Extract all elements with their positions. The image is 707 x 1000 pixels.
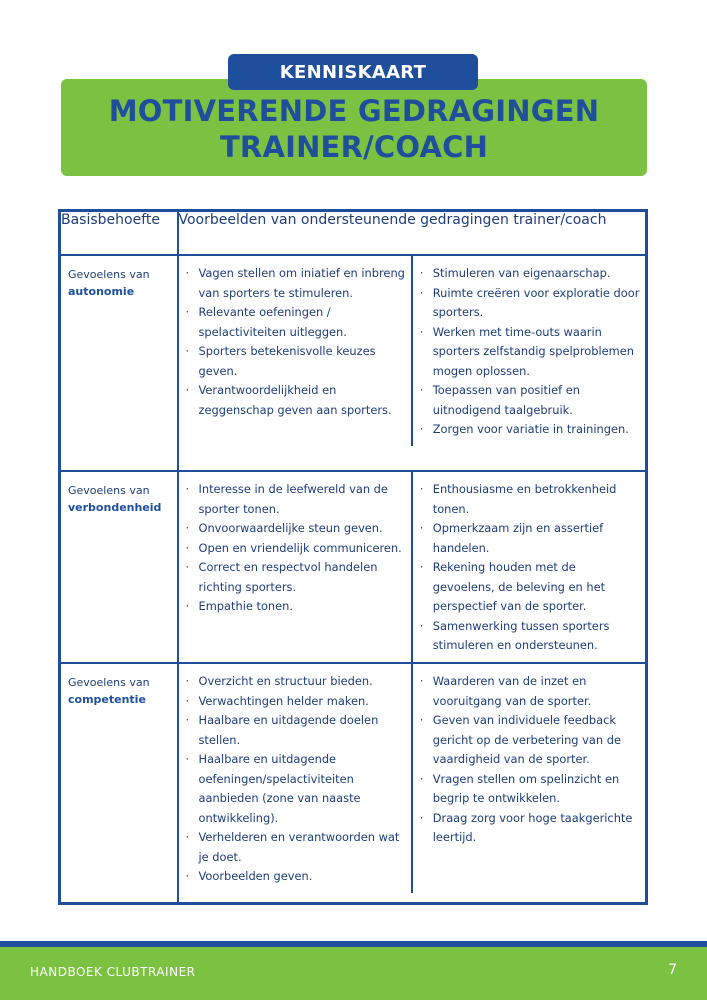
list-item: · Haalbare en uitdagende oefeningen/spelactiviteiten aanbieden (zone van naaste ontwikkeling). [184, 750, 407, 828]
title-line-1: MOTIVERENDE GEDRAGINGEN [108, 94, 600, 128]
table-row [60, 255, 647, 471]
row-label-cell [60, 663, 178, 903]
behaviour-table [58, 209, 648, 905]
list-item: · Verantwoordelijkheid en zeggenschap geven aan sporters. [184, 381, 407, 420]
list-item: · Interesse in de leefwereld van de sporter tonen. [184, 480, 407, 519]
col-header-basisbehoefte: Basisbehoefte [60, 211, 178, 256]
row-examples-cell [178, 471, 647, 663]
card-label: KENNISKAART [228, 54, 478, 90]
row-label-prefix: Gevoelens van [68, 268, 150, 281]
list-item: · Zorgen voor variatie in trainingen. [418, 420, 641, 440]
list-item: · Sporters betekenisvolle keuzes geven. [184, 342, 407, 381]
list-item: · Draag zorg voor hoge taakgerichte leertijd. [418, 809, 641, 848]
list-item: · Empathie tonen. [184, 597, 407, 617]
examples-right-column [411, 472, 645, 662]
list-item: · Enthousiasme en betrokkenheid tonen. [418, 480, 641, 519]
examples-left-column [179, 664, 411, 893]
row-label-cell [60, 471, 178, 663]
row-label-need: verbondenheid [68, 501, 162, 514]
title-line-2: TRAINER/COACH [219, 130, 489, 164]
list-item: · Onvoorwaardelijke steun geven. [184, 519, 407, 539]
page-number: 7 [668, 962, 677, 978]
examples-right-column [411, 664, 645, 893]
list-item: · Vragen stellen om spelinzicht en begrip te ontwikkelen. [418, 770, 641, 809]
footer-title: HANDBOEK CLUBTRAINER [30, 965, 196, 979]
list-item: · Verhelderen en verantwoorden wat je doet. [184, 828, 407, 867]
list-item: · Verwachtingen helder maken. [184, 692, 407, 712]
list-item: · Overzicht en structuur bieden. [184, 672, 407, 692]
list-item: · Haalbare en uitdagende doelen stellen. [184, 711, 407, 750]
list-item: · Voorbeelden geven. [184, 867, 407, 887]
list-item: · Relevante oefeningen / spelactiviteiten uitleggen. [184, 303, 407, 342]
row-label-need: autonomie [68, 285, 135, 298]
list-item: · Stimuleren van eigenaarschap. [418, 264, 641, 284]
col-header-voorbeelden: Voorbeelden van ondersteunende gedragingen trainer/coach [178, 211, 647, 256]
row-label-prefix: Gevoelens van [68, 676, 150, 689]
list-item: · Werken met time-outs waarin sporters zelfstandig spelproblemen mogen oplossen. [418, 323, 641, 382]
list-item: · Ruimte creëren voor exploratie door sporters. [418, 284, 641, 323]
list-item: · Samenwerking tussen sporters stimuleren en ondersteunen. [418, 617, 641, 656]
page-title [61, 93, 647, 165]
list-item: · Toepassen van positief en uitnodigend taalgebruik. [418, 381, 641, 420]
examples-left-column [179, 472, 411, 662]
row-label-need: competentie [68, 693, 146, 706]
list-item: · Opmerkzaam zijn en assertief handelen. [418, 519, 641, 558]
list-item: · Vagen stellen om iniatief en inbreng van sporters te stimuleren. [184, 264, 407, 303]
table-header-row [60, 211, 647, 256]
examples-left-column [179, 256, 411, 446]
row-label-cell [60, 255, 178, 471]
list-item: · Open en vriendelijk communiceren. [184, 539, 407, 559]
examples-right-column [411, 256, 645, 446]
list-item: · Geven van individuele feedback gericht op de verbetering van de vaardigheid van de sporter. [418, 711, 641, 770]
table-row [60, 663, 647, 903]
list-item: · Rekening houden met de gevoelens, de beleving en het perspectief van de sporter. [418, 558, 641, 617]
row-examples-cell [178, 663, 647, 903]
row-label-prefix: Gevoelens van [68, 484, 150, 497]
table-row [60, 471, 647, 663]
list-item: · Waarderen van de inzet en vooruitgang van de sporter. [418, 672, 641, 711]
row-examples-cell [178, 255, 647, 471]
list-item: · Correct en respectvol handelen richting sporters. [184, 558, 407, 597]
